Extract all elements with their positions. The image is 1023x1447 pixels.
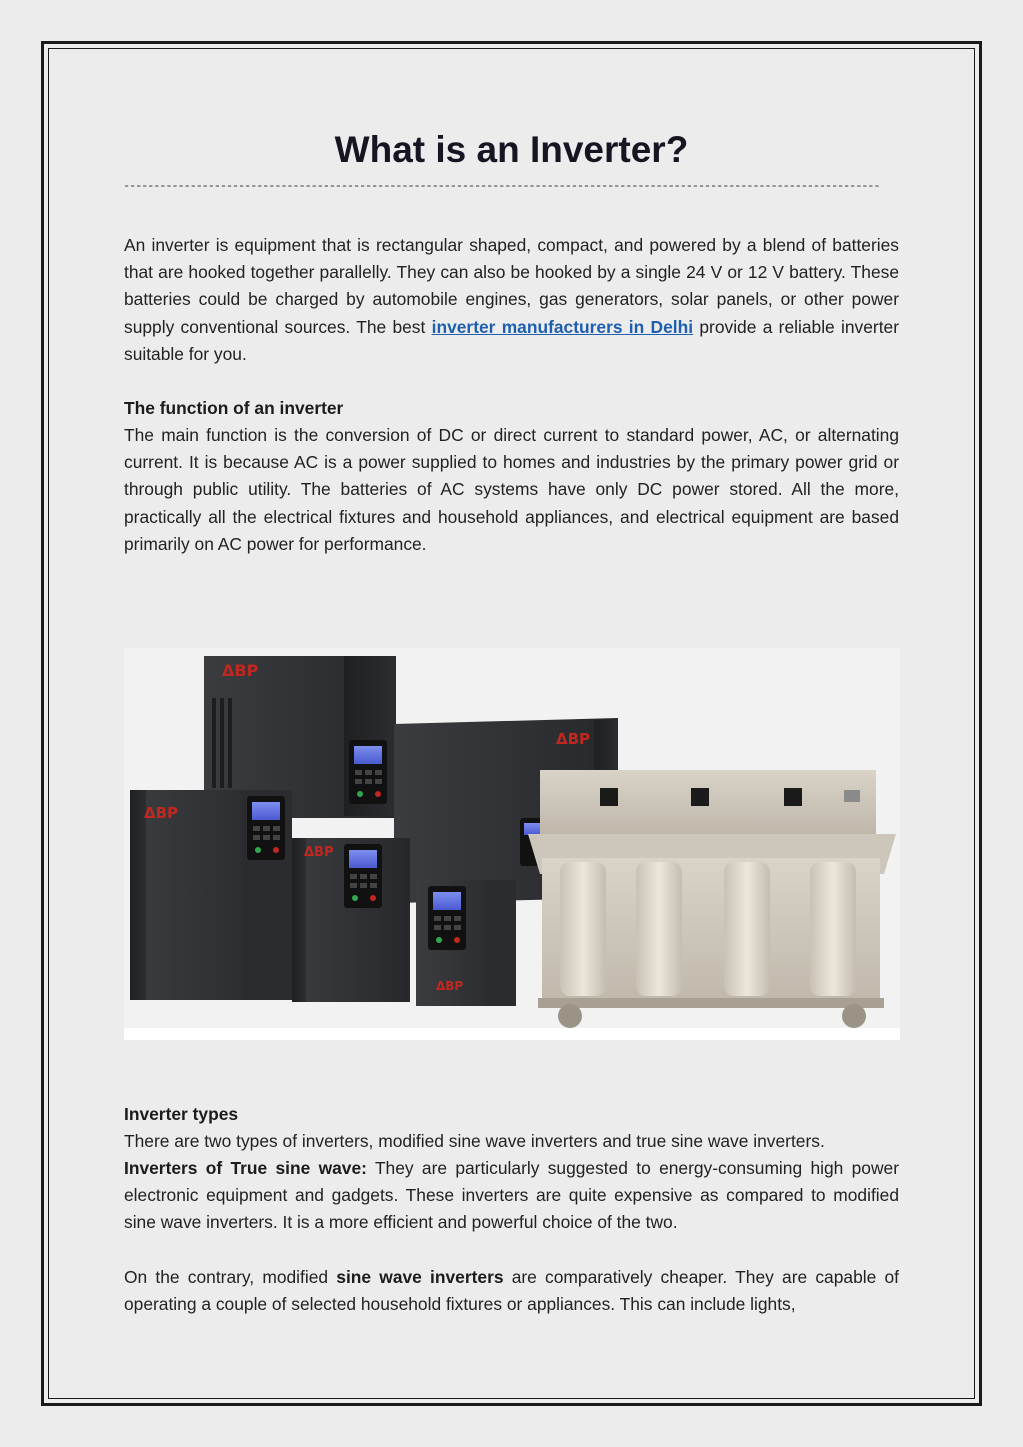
page-title: What is an Inverter?: [334, 129, 689, 170]
true-sine-paragraph: [124, 1155, 899, 1237]
inverter-manufacturers-link[interactable]: inverter manufacturers in Delhi: [431, 316, 694, 337]
abp-logo-2: ΔBP: [556, 730, 591, 748]
abp-logo-3: ΔBP: [144, 804, 179, 822]
types-intro: There are two types of inverters, modified sine wave inverters and true sine wave inverters.: [124, 1131, 825, 1151]
function-paragraph: The main function is the conversion of DC or direct current to standard power, AC, or alternating current. It is because AC is a power supplied to homes and industries by the primary power grid or through public utility. The batteries of AC systems have only DC power stored. All the more, practically all the electrical fixtures and household appliances, and electrical equipment are based primarily on AC power for performance.: [124, 425, 899, 554]
abp-logo-5: ΔBP: [436, 979, 464, 993]
abp-logo-4: ΔBP: [304, 845, 334, 860]
abp-logo-1: ΔBP: [222, 661, 259, 680]
true-sine-body: They are particularly suggested to energy-consuming high power electronic equipment and gadgets. These inverters are quite expensive as compared to modified sine wave inverters. It is a more efficient and powerful choice of the two.: [124, 1158, 899, 1233]
intro-paragraph: [124, 232, 899, 368]
inverter-product-image: [124, 648, 900, 1040]
modified-body: are comparatively cheaper. They are capable of operating a couple of selected household fixtures or appliances. This can include lights,: [124, 1267, 899, 1315]
intro-text-end: provide a reliable inverter suitable for you.: [124, 316, 900, 364]
function-heading: The function of an inverter: [124, 398, 344, 418]
modified-bold: sine wave inverters: [336, 1267, 504, 1287]
types-heading: Inverter types: [124, 1104, 239, 1124]
modified-prefix: On the contrary, modified: [124, 1267, 337, 1287]
true-sine-label: Inverters of True sine wave:: [124, 1158, 367, 1178]
title-dashed-rule: -----------------------------------------------------------------------------------------------------------------------------: [123, 179, 880, 193]
intro-text: An inverter is equipment that is rectangular shaped, compact, and powered by a blend of batteries that are hooked together parallelly. They can also be hooked by a single 24 V or 12 V battery. These batteries could be charged by automobile engines, gas generators, solar panels, or other power supply conventional sources. The best: [124, 235, 899, 337]
modified-sine-paragraph: [124, 1264, 899, 1318]
